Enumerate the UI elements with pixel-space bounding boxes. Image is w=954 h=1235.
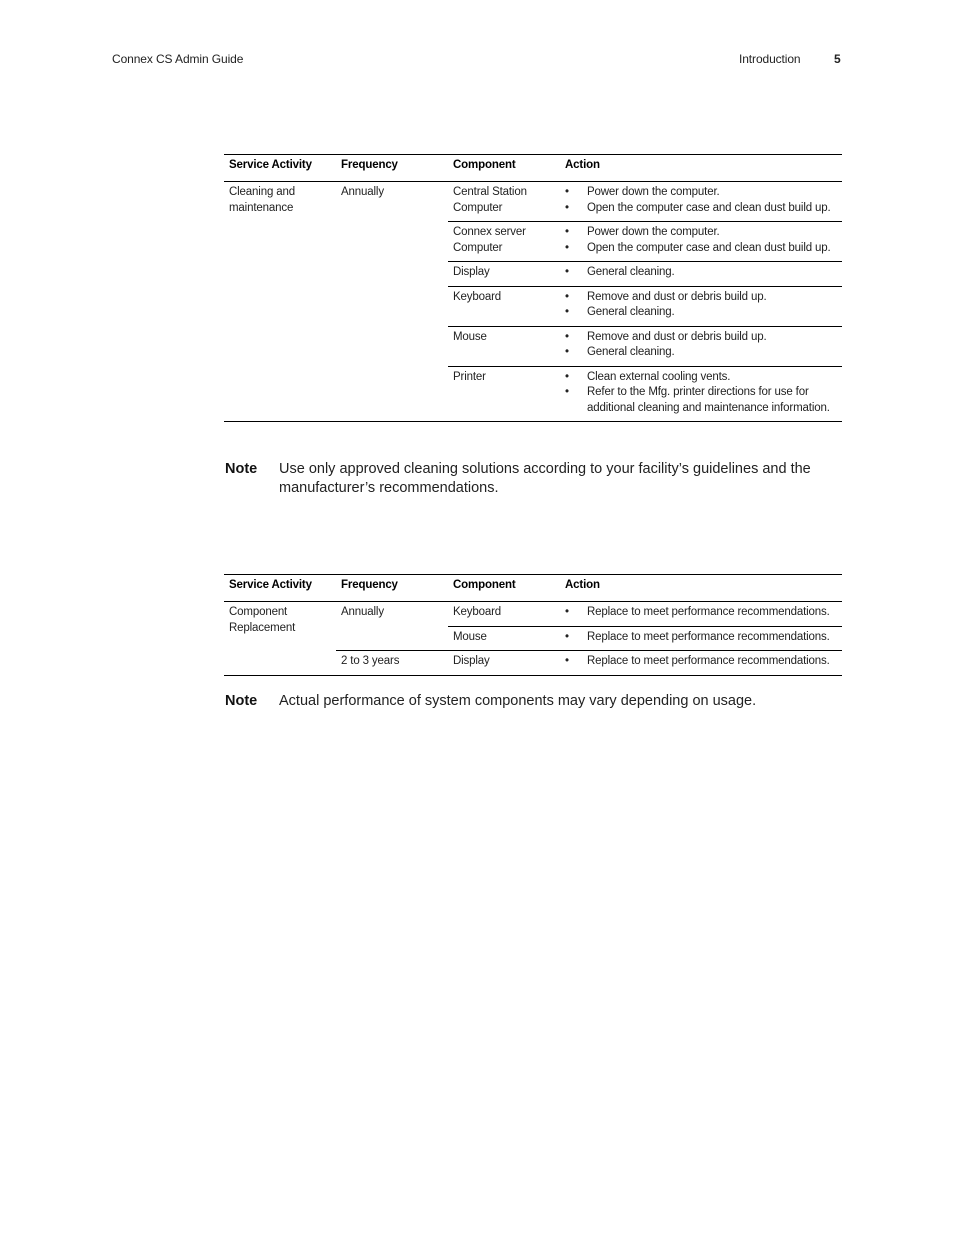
col-header-frequency: Frequency [336,155,448,182]
frequency-cell: 2 to 3 years [336,651,448,676]
table-row [224,182,842,222]
action-bullet: • General cleaning. [565,345,837,361]
table-header-row [224,155,842,182]
frequency-cell: Annually [336,182,448,422]
note-performance [225,692,845,711]
col-header-action: Action [560,575,842,602]
running-header-title: Connex CS Admin Guide [112,52,244,66]
action-cell [560,602,842,627]
component-line: Connex server [453,226,526,238]
action-bullet: • Clean external cooling vents. [565,370,837,386]
col-header-frequency: Frequency [336,575,448,602]
col-header-action: Action [560,155,842,182]
note-label: Note [225,461,258,477]
service-activity-cell [224,602,336,676]
note-text: Use only approved cleaning solutions according to your facility’s guidelines and the manufacturer’s recommendations. [279,461,811,496]
col-header-component: Component [448,155,560,182]
action-bullet: • General cleaning. [565,305,837,321]
action-cell [560,222,842,262]
action-cell [560,626,842,651]
service-activity-line: Component [229,606,288,618]
action-bullet: • Power down the computer. [565,185,837,201]
action-bullet: • General cleaning. [565,265,837,281]
action-bullet: • Open the computer case and clean dust build up. [565,241,837,257]
col-header-component: Component [448,575,560,602]
component-cell: Mouse [448,626,560,651]
component-cell: Display [448,651,560,676]
component-cell [448,182,560,222]
service-activity-line: Replacement [229,621,296,634]
running-header-section: Introduction [739,52,801,66]
action-cell [560,262,842,287]
action-bullet: • Replace to meet performance recommendations. [565,630,837,646]
component-cell: Printer [448,366,560,422]
component-cell: Mouse [448,326,560,366]
component-cell: Keyboard [448,286,560,326]
cleaning-maintenance-table [224,154,842,422]
action-bullet: • Replace to meet performance recommendations. [565,654,837,670]
service-activity-line: maintenance [229,201,294,214]
component-replacement-table [224,574,842,676]
table-row [224,602,842,627]
action-bullet: • Power down the computer. [565,225,837,241]
note-label: Note [225,693,258,709]
component-line: Computer [453,241,503,254]
action-cell [560,651,842,676]
action-bullet: • Replace to meet performance recommendations. [565,605,837,621]
component-cell: Display [448,262,560,287]
page-number: 5 [834,52,841,66]
service-activity-line: Cleaning and [229,186,295,198]
component-line: Central Station [453,186,527,198]
component-cell [448,222,560,262]
action-cell [560,326,842,366]
action-cell [560,182,842,222]
note-text: Actual performance of system components may vary depending on usage. [279,693,757,709]
action-bullet: • Refer to the Mfg. printer directions for use for additional cleaning and maintenance information. [565,385,837,416]
service-activity-cell [224,182,336,422]
col-header-service-activity: Service Activity [224,575,336,602]
note-cleaning-solutions [225,460,845,498]
frequency-cell: Annually [336,602,448,651]
col-header-service-activity: Service Activity [224,155,336,182]
action-bullet: • Remove and dust or debris build up. [565,330,837,346]
action-bullet: • Open the computer case and clean dust build up. [565,201,837,217]
table-header-row [224,575,842,602]
action-cell [560,286,842,326]
action-bullet: • Remove and dust or debris build up. [565,290,837,306]
component-cell: Keyboard [448,602,560,627]
component-line: Computer [453,201,503,214]
action-cell [560,366,842,422]
